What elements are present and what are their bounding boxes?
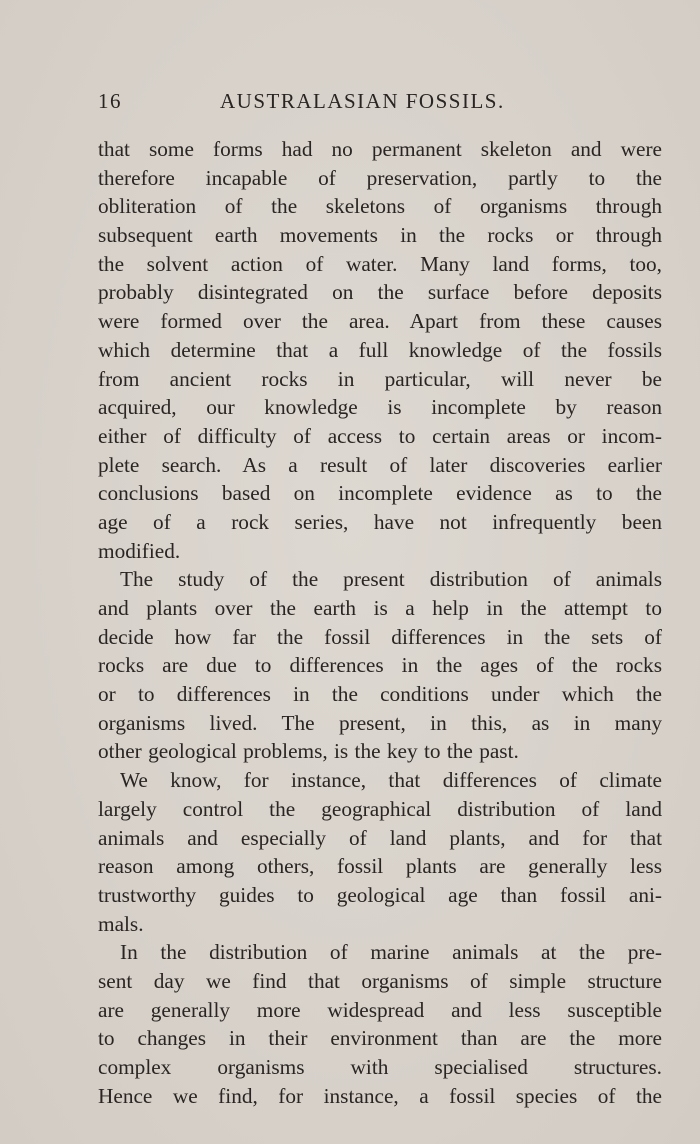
running-title: AUSTRALASIAN FOSSILS. [220, 89, 505, 113]
text-line: subsequent earth movements in the rocks or through [98, 223, 662, 248]
text-line: sent day we find that organisms of simple structure [98, 968, 662, 993]
text-line: organisms lived. The present, in this, as in many [98, 710, 662, 735]
text-line: decide how far the fossil differences in the sets of [98, 624, 662, 649]
text-line: reason among others, fossil plants are generally less [98, 854, 662, 879]
page-number: 16 [98, 89, 122, 113]
text-line: rocks are due to differences in the ages of the rocks [98, 653, 662, 678]
text-line: modified. [98, 538, 181, 563]
text-line: which determine that a full knowledge of the fossils [98, 337, 662, 362]
text-line: The study of the present distribution of animals [120, 567, 662, 592]
text-line: from ancient rocks in particular, will never be [98, 366, 662, 391]
text-line: obliteration of the skeletons of organisms through [98, 194, 662, 219]
text-line: therefore incapable of preservation, partly to the [98, 165, 662, 190]
text-line: probably disintegrated on the surface before deposits [98, 280, 662, 305]
text-line: acquired, our knowledge is incomplete by reason [98, 395, 662, 420]
text-line: or to differences in the conditions under which the [98, 682, 662, 707]
text-line: complex organisms with specialised structures. [98, 1055, 662, 1079]
text-line: largely control the geographical distribution of land [98, 796, 662, 821]
text-line: Hence we find, for instance, a fossil species of the [98, 1083, 662, 1108]
running-header [98, 89, 542, 119]
body-text [98, 135, 662, 1110]
text-line: to changes in their environment than are the more [98, 1026, 662, 1051]
text-line: animals and especially of land plants, and for that [98, 825, 662, 850]
text-line: the solvent action of water. Many land forms, too, [98, 251, 662, 276]
text-line: In the distribution of marine animals at the pre- [120, 940, 662, 965]
text-line: other geological problems, is the key to the past. [98, 739, 519, 764]
text-line: either of difficulty of access to certain areas or incom- [98, 423, 662, 448]
text-line: and plants over the earth is a help in the attempt to [98, 596, 662, 620]
text-line: age of a rock series, have not infrequently been [98, 509, 662, 534]
text-line: that some forms had no permanent skeleton and were [98, 137, 662, 161]
text-line: were formed over the area. Apart from these causes [98, 309, 662, 334]
text-line: mals. [98, 911, 144, 936]
text-line: are generally more widespread and less susceptible [98, 997, 662, 1022]
text-line: conclusions based on incomplete evidence as to the [98, 481, 662, 506]
text-line: We know, for instance, that differences of climate [120, 768, 662, 793]
text-line: trustworthy guides to geological age than fossil ani- [98, 882, 662, 907]
text-line: plete search. As a result of later discoveries earlier [98, 452, 662, 477]
